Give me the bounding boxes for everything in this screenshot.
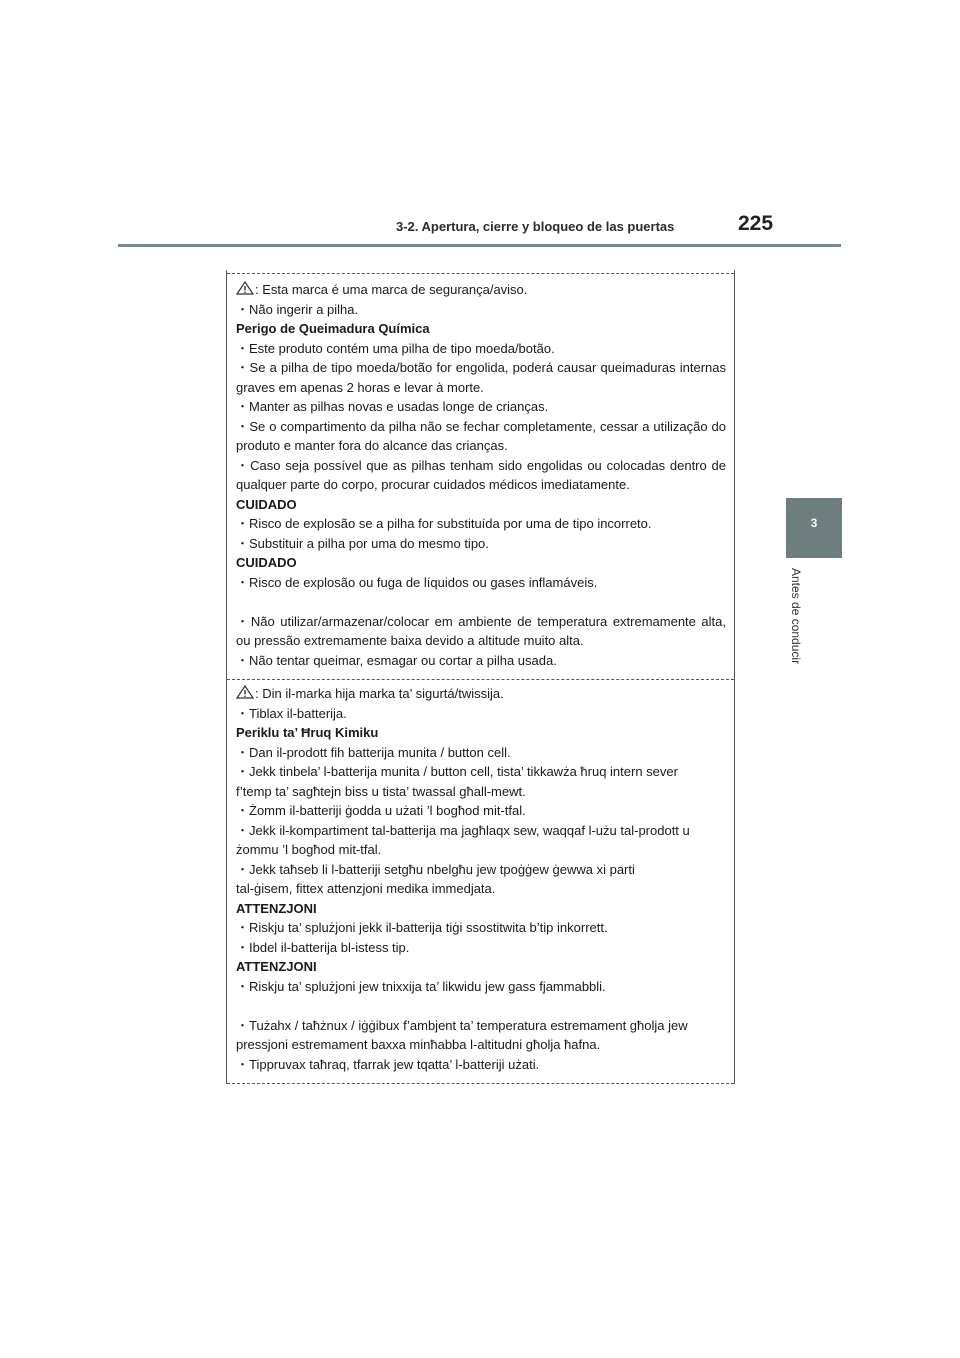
portuguese-warning <box>236 280 726 670</box>
chapter-tab <box>786 498 842 558</box>
mt-item: ・Ibdel il-batterija bl-istess tip. <box>236 939 410 955</box>
mt-intro <box>236 684 726 704</box>
pt-item: ・Risco de explosão ou fuga de líquidos ou gases inflamáveis. <box>236 574 598 590</box>
box-top-border <box>227 273 734 274</box>
mt-heading: Periklu ta’ Ħruq Kimiku <box>236 725 379 740</box>
box-bottom-border <box>227 1083 734 1084</box>
mt-item: ・Jekk taħseb li l-batteriji setgħu nbelgħu jew tpoġġew ġewwa xi parti <box>236 861 635 877</box>
mt-item: f’temp ta’ sagħtejn biss u tista’ twassal għall-mewt. <box>236 783 526 799</box>
pt-item: ・Manter as pilhas novas e usadas longe de crianças. <box>236 399 549 414</box>
header-rule <box>118 244 841 247</box>
mt-item: ・Riskju ta’ splużjoni jew tnixxija ta’ likwidu jew gass fjammabbli. <box>236 978 606 994</box>
mt-item: pressjoni estremament baxxa minħabba l-altitudni għolja ħafna. <box>236 1037 601 1052</box>
mt-intro-text: : Din il-marka hija marka ta’ sigurtá/twissija. <box>255 686 504 701</box>
mt-item: ・Jekk il-kompartiment tal-batterija ma jagħlaqx sew, waqqaf l-użu tal-prodott u <box>236 822 690 838</box>
battery-warning-box <box>226 270 735 1084</box>
chapter-tab-number: 3 <box>810 516 818 530</box>
pt-item: ・Risco de explosão se a pilha for substituída por uma de tipo incorreto. <box>236 516 652 531</box>
pt-heading: CUIDADO <box>236 496 297 512</box>
section-title: 3-2. Apertura, cierre y bloqueo de las puertas <box>396 219 675 234</box>
pt-item: ・Não tentar queimar, esmagar ou cortar a pilha usada. <box>236 652 557 668</box>
mt-item: żommu ’l bogħod mit-tfal. <box>236 842 382 857</box>
chapter-label <box>783 568 813 688</box>
mt-item: ・Jekk tinbela’ l-batterija munita / button cell, tista’ tikkawża ħruq intern sever <box>236 764 678 779</box>
maltese-warning <box>236 684 726 1074</box>
pt-item: ・Se a pilha de tipo moeda/botão for engolida, poderá causar queimaduras internas graves em apenas 2 horas e levar à morte. <box>236 360 726 395</box>
mt-item: ・Tużahx / taħżnux / iġġibux f’ambjent ta’ temperatura estremament għolja jew <box>236 1017 688 1033</box>
mt-item: ・Riskju ta’ splużjoni jekk il-batterija tiġi ssostitwita b’tip inkorrett. <box>236 920 608 935</box>
mt-heading: ATTENZJONI <box>236 959 317 974</box>
section-divider <box>227 679 734 680</box>
warning-triangle-icon <box>236 685 254 699</box>
pt-item: ・Não utilizar/armazenar/colocar em ambiente de temperatura extremamente alta, ou pressão extremamente baixa devido a altitude muito alta. <box>236 613 726 648</box>
pt-intro <box>236 280 726 300</box>
pt-heading: CUIDADO <box>236 555 297 570</box>
mt-item: tal-ġisem, fittex attenzjoni medika immedjata. <box>236 881 496 896</box>
mt-item: ・Tiblax il-batterija. <box>236 705 347 721</box>
pt-item: ・Não ingerir a pilha. <box>236 301 359 317</box>
warning-triangle-icon <box>236 281 254 295</box>
mt-item: ・Tippruvax taħraq, tfarrak jew tqatta’ l-batteriji użati. <box>236 1056 540 1072</box>
page-number: 225 <box>738 212 774 235</box>
pt-item: ・Este produto contém uma pilha de tipo moeda/botão. <box>236 340 555 356</box>
chapter-label-text: Antes de conducir <box>789 568 803 665</box>
pt-item: ・Se o compartimento da pilha não se fechar completamente, cessar a utilização do produto e manter fora do alcance das crianças. <box>236 418 726 453</box>
mt-item: ・Żomm il-batteriji ġodda u użati ’l bogħod mit-tfal. <box>236 803 526 818</box>
mt-heading: ATTENZJONI <box>236 900 317 916</box>
pt-intro-text: : Esta marca é uma marca de segurança/aviso. <box>255 282 528 297</box>
pt-heading: Perigo de Queimadura Química <box>236 321 430 336</box>
pt-item: ・Caso seja possível que as pilhas tenham sido engolidas ou colocadas dentro de qualquer parte do corpo, procurar cuidados médicos imediatamente. <box>236 457 726 492</box>
pt-item: ・Substituir a pilha por uma do mesmo tipo. <box>236 535 489 551</box>
mt-item: ・Dan il-prodott fih batterija munita / button cell. <box>236 744 511 760</box>
